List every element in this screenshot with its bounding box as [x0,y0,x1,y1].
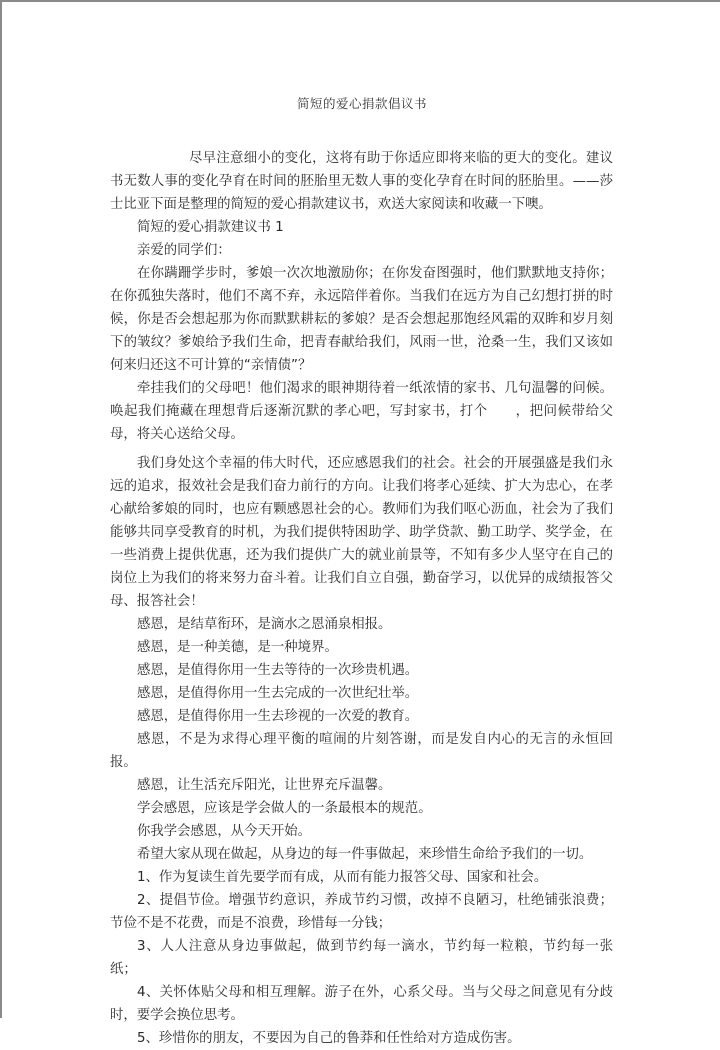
section-heading: 简短的爱心捐款建议书 1 [137,220,284,235]
document-title: 简短的爱心捐款倡议书 [296,96,427,111]
gratitude-line: 感恩，是结草衔环，是滴水之恩涌泉相报。 [137,617,392,632]
numbered-item: 1、作为复读生首先要学而有成，从而有能力报答父母、国家和社会。 [137,870,548,885]
body-paragraph: 在你蹒跚学步时，爹娘一次次地激励你；在你发奋图强时，他们默默地支持你；在你孤独失落时，他们不离不弃，永远陪伴着你。当我们在远方为自己幻想打拼的时候，你是否会想起那为你而默默耕耘的爹娘？是否会想起那饱经风霜的双眸和岁月刻下的皱纹？爹娘给予我们生命，把青春献给我们，风雨一世，沧桑一生，我们又该如何来归还这不可计算的“亲情债”？ [110,266,613,373]
body-paragraph: 牵挂我们的父母吧！他们渴求的眼神期待着一纸浓情的家书、几句温馨的问候。唤起我们掩藏在理想背后逐渐沉默的孝心吧，写封家书，打个 ，把问候带给父母，将关心送给父母。 [110,381,613,442]
gratitude-line: 感恩，是一种美德，是一种境界。 [137,640,338,655]
gratitude-line: 你我学会感恩，从今天开始。 [137,824,312,839]
gratitude-line: 感恩，是值得你用一生去珍视的一次爱的教育。 [137,709,419,724]
intro-paragraph: 尽早注意细小的变化，这将有助于你适应即将来临的更大的变化。建议书无数人事的变化孕育在时间的胚胎里无数人事的变化孕育在时间的胚胎里。——莎士比亚下面是整理的简短的爱心捐款建议书，欢送大家阅读和收藏一下噢。 [110,151,613,212]
gratitude-line: 感恩，不是为求得心理平衡的喧闹的片刻答谢，而是发自内心的无言的永恒回报。 [110,732,613,770]
gratitude-line: 感恩，是值得你用一生去完成的一次世纪壮举。 [137,686,419,701]
gratitude-line: 感恩，让生活充斥阳光，让世界充斥温馨。 [137,778,392,793]
document-body [110,147,613,1050]
numbered-item: 2、提倡节俭。增强节约意识，养成节约习惯，改掉不良陋习，杜绝铺张浪费；节俭不是不花费，而是不浪费，珍惜每一分钱； [110,893,613,931]
numbered-item: 5、珍惜你的朋友，不要因为自己的鲁莽和任性给对方造成伤害。 [137,1031,521,1046]
gratitude-line: 希望大家从现在做起，从身边的每一件事做起，来珍惜生命给予我们的一切。 [137,847,593,862]
gratitude-line: 学会感恩，应该是学会做人的一条最根本的规范。 [137,801,432,816]
numbered-item: 4、关怀体贴父母和相互理解。游子在外，心系父母。当与父母之间意见有分歧时，要学会换位思考。 [110,985,613,1023]
body-paragraph: 我们身处这个幸福的伟大时代，还应感恩我们的社会。社会的开展强盛是我们永远的追求，报效社会是我们奋力前行的方向。让我们将孝心延续、扩大为忠心，在孝心献给爹娘的同时，也应有颗感恩社会的心。教师们为我们呕心沥血，社会为了我们能够共同享受教育的时机，为我们提供特困助学、助学贷款、勤工助学、奖学金，在一些消费上提供优惠，还为我们提供广大的就业前景等，不知有多少人坚守在自己的岗位上为我们的将来努力奋斗着。让我们自立自强，勤奋学习，以优异的成绩报答父母、报答社会！ [110,456,613,609]
numbered-item: 3、人人注意从身边事做起，做到节约每一滴水，节约每一粒粮，节约每一张纸； [110,939,613,977]
salutation: 亲爱的同学们： [137,243,231,258]
gratitude-line: 感恩，是值得你用一生去等待的一次珍贵机遇。 [137,663,419,678]
